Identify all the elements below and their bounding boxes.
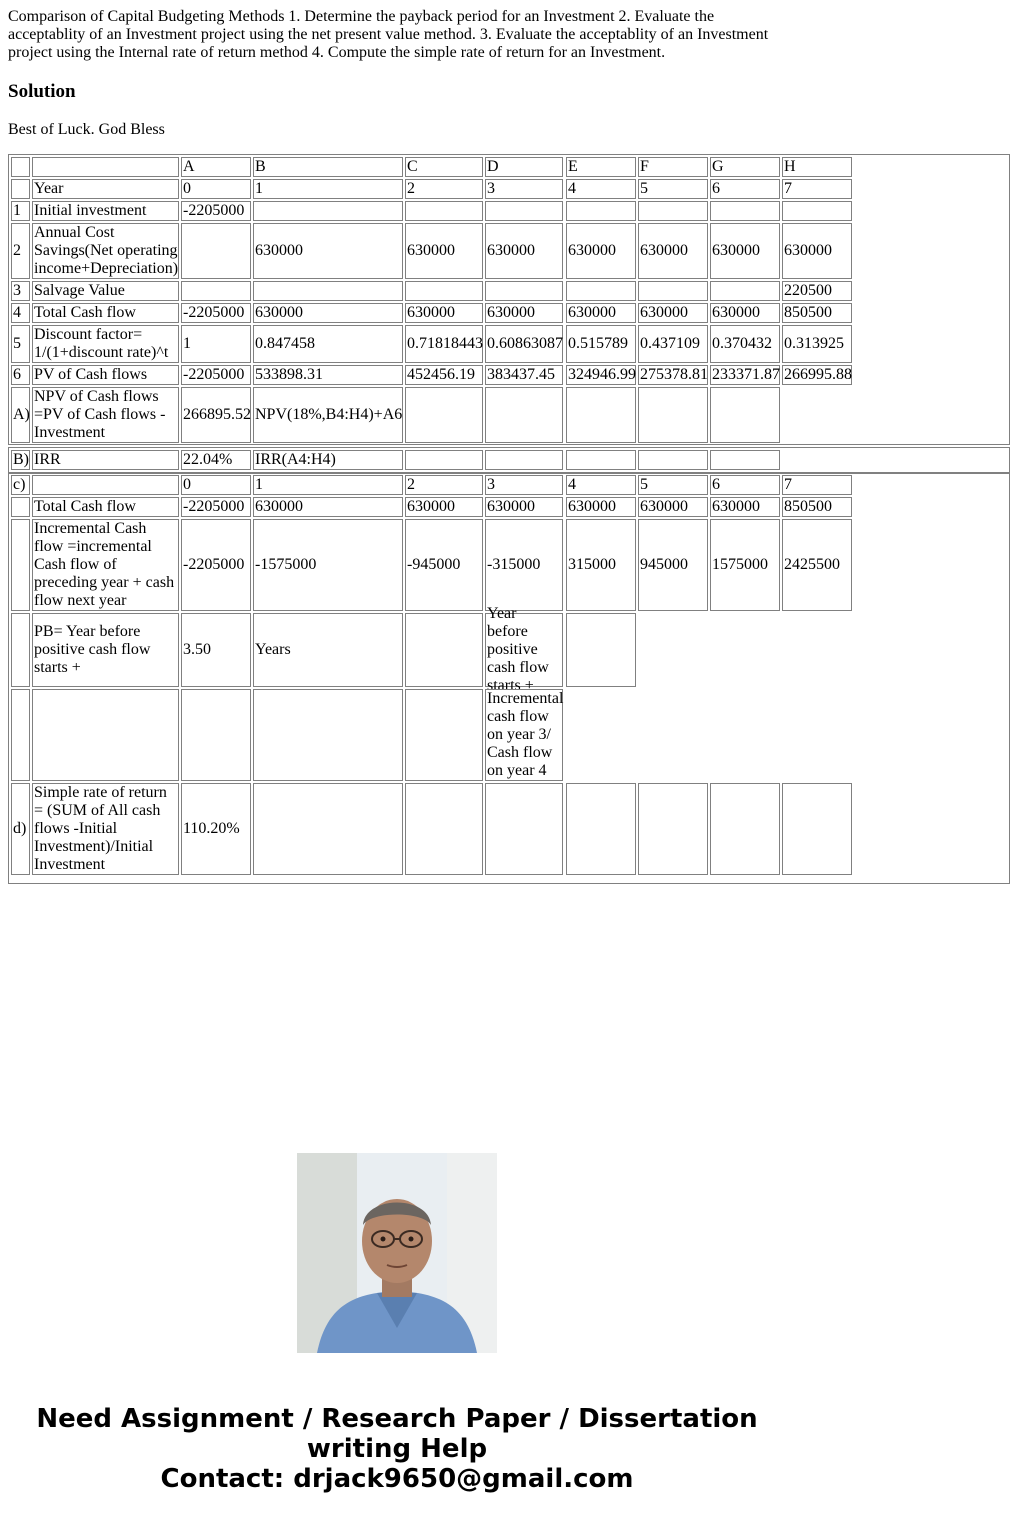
value-cell xyxy=(566,201,636,221)
value-cell xyxy=(485,387,563,443)
row-number-cell: d) xyxy=(11,783,30,875)
value-cell: 0.60863087 xyxy=(485,325,563,363)
value-cell: 266895.52 xyxy=(181,387,251,443)
row-number-cell: 4 xyxy=(11,303,30,323)
value-cell: 533898.31 xyxy=(253,365,403,385)
value-cell: 850500 xyxy=(782,303,852,323)
value-cell: 233371.87 xyxy=(712,366,780,383)
row-number-cell: B) xyxy=(13,451,29,468)
year-cell: 5 xyxy=(638,475,708,495)
value-cell: -945000 xyxy=(405,519,483,611)
value-cell xyxy=(710,783,780,875)
value-cell: 0.515789 xyxy=(566,325,636,363)
value-cell: 1575000 xyxy=(710,519,780,611)
promo-banner xyxy=(0,1404,794,1494)
value-cell xyxy=(405,613,483,687)
value-cell: Year before positive cash flow starts + xyxy=(485,613,563,687)
year-cell: 0 xyxy=(181,179,251,199)
value-cell: Years xyxy=(253,613,403,687)
spreadsheet-table-main xyxy=(8,154,1010,445)
value-cell: -2205000 xyxy=(181,365,251,385)
year-cell: 3 xyxy=(485,475,563,495)
row-number-cell xyxy=(11,179,30,199)
row-label-cell: Simple rate of return = (SUM of All cash flows -Initial Investment)/Initial Investment xyxy=(32,783,179,875)
value-cell xyxy=(405,783,483,875)
value-cell xyxy=(485,201,563,221)
year-cell: 7 xyxy=(782,475,852,495)
row-label-cell: Salvage Value xyxy=(32,281,179,301)
spreadsheet-table-irr xyxy=(8,447,1010,474)
year-cell: 5 xyxy=(638,179,708,199)
value-cell: 630000 xyxy=(405,497,483,517)
wish-text: Best of Luck. God Bless xyxy=(8,121,165,138)
year-cell: 3 xyxy=(485,179,563,199)
row-number-cell xyxy=(11,689,30,781)
value-cell xyxy=(638,281,708,301)
row-label-cell: Total Cash flow xyxy=(32,303,179,323)
value-cell: 630000 xyxy=(253,223,403,279)
year-cell: 7 xyxy=(782,179,852,199)
value-cell: 630000 xyxy=(638,303,708,323)
year-cell: 0 xyxy=(181,475,251,495)
value-cell: -2205000 xyxy=(181,497,251,517)
value-cell: 630000 xyxy=(566,303,636,323)
question-text: Comparison of Capital Budgeting Methods 1. Determine the payback period for an Investment 2. Evaluate the acceptablity of an Investment project using the net present value method. 3. Evaluate the acceptablity of an Investment project using the Internal rate of return method 4. Compute the simple rate of return for an Investment. xyxy=(8,8,769,61)
value-cell xyxy=(405,387,483,443)
corner-cell xyxy=(32,157,179,177)
row-label-year: Year xyxy=(32,179,179,199)
value-cell xyxy=(710,450,780,470)
value-cell: 1 xyxy=(181,325,251,363)
year-cell: 1 xyxy=(253,179,403,199)
corner-cell xyxy=(11,157,30,177)
column-header-c: C xyxy=(405,157,483,177)
year-cell: 6 xyxy=(710,475,780,495)
row-label-cell: IRR xyxy=(32,450,179,470)
value-cell xyxy=(253,201,403,221)
value-cell xyxy=(485,281,563,301)
value-cell xyxy=(485,450,563,470)
value-cell: 945000 xyxy=(638,519,708,611)
year-cell: 1 xyxy=(253,475,403,495)
column-header-f: F xyxy=(638,157,708,177)
value-cell: 630000 xyxy=(405,303,483,323)
value-cell xyxy=(253,689,403,781)
value-cell xyxy=(566,783,636,875)
value-cell xyxy=(32,689,179,781)
row-number-cell: c) xyxy=(11,475,30,495)
value-cell xyxy=(253,281,403,301)
author-photo xyxy=(297,1153,497,1353)
year-cell: 6 xyxy=(710,179,780,199)
value-cell: 630000 xyxy=(485,497,563,517)
value-cell xyxy=(638,387,708,443)
value-cell: IRR(A4:H4) xyxy=(253,450,403,470)
value-cell: 630000 xyxy=(638,497,708,517)
value-cell: 0.437109 xyxy=(638,325,708,363)
value-cell: Incremental cash flow on year 3/ Cash flow on year 4 xyxy=(487,690,564,779)
value-cell: 630000 xyxy=(710,497,780,517)
value-cell: 452456.19 xyxy=(405,365,483,385)
value-cell xyxy=(566,387,636,443)
value-cell xyxy=(566,281,636,301)
value-cell: -2205000 xyxy=(181,303,251,323)
row-label-cell: Total Cash flow xyxy=(32,497,179,517)
value-cell: 630000 xyxy=(405,223,483,279)
value-cell xyxy=(638,201,708,221)
value-cell: 630000 xyxy=(485,303,563,323)
row-label-cell: NPV of Cash flows =PV of Cash flows - Investment xyxy=(32,387,179,443)
row-number-cell xyxy=(11,613,30,687)
value-cell xyxy=(181,223,251,279)
value-cell: 630000 xyxy=(253,303,403,323)
value-cell xyxy=(405,689,483,781)
value-cell: 220500 xyxy=(782,281,852,301)
value-cell: -315000 xyxy=(485,519,563,611)
row-number-cell: 3 xyxy=(11,281,30,301)
solution-spreadsheet xyxy=(8,154,852,882)
value-cell: 630000 xyxy=(566,223,636,279)
value-cell xyxy=(638,783,708,875)
row-label-cell xyxy=(32,475,179,495)
value-cell xyxy=(181,281,251,301)
year-cell: 2 xyxy=(405,475,483,495)
promo-line-1: Need Assignment / Research Paper / Dissertation xyxy=(36,1404,758,1434)
value-cell: 630000 xyxy=(253,497,403,517)
value-cell: 0.313925 xyxy=(782,325,852,363)
value-cell xyxy=(710,201,780,221)
value-cell: -2205000 xyxy=(181,519,251,611)
value-cell: 315000 xyxy=(566,519,636,611)
value-cell xyxy=(638,450,708,470)
value-cell: 630000 xyxy=(710,303,780,323)
year-cell: 2 xyxy=(405,179,483,199)
column-header-g: G xyxy=(710,157,780,177)
row-label-cell: Discount factor= 1/(1+discount rate)^t xyxy=(32,325,179,363)
value-cell: NPV(18%,B4:H4)+A6 xyxy=(253,387,403,443)
solution-heading: Solution xyxy=(8,81,76,102)
row-number-cell: 1 xyxy=(11,201,30,221)
row-number-cell: 6 xyxy=(11,365,30,385)
value-cell: 110.20% xyxy=(181,783,251,875)
promo-line-3: Contact: drjack9650@gmail.com xyxy=(160,1464,634,1494)
value-cell: 0.370432 xyxy=(710,325,780,363)
value-cell: 3.50 xyxy=(181,613,251,687)
value-cell: 275378.81 xyxy=(640,366,708,383)
portrait-image xyxy=(297,1153,497,1353)
row-label-cell: PV of Cash flows xyxy=(32,365,179,385)
value-cell: -1575000 xyxy=(253,519,403,611)
value-cell: 630000 xyxy=(710,223,780,279)
value-cell xyxy=(253,783,403,875)
value-cell: 2425500 xyxy=(782,519,852,611)
value-cell xyxy=(782,201,852,221)
value-cell xyxy=(566,450,636,470)
row-label-cell: Annual Cost Savings(Net operating income+Depreciation) xyxy=(34,224,179,277)
row-number-cell: A) xyxy=(11,387,30,443)
column-header-a: A xyxy=(181,157,251,177)
column-header-e: E xyxy=(566,157,636,177)
value-cell: 630000 xyxy=(638,223,708,279)
promo-line-2: writing Help xyxy=(306,1434,488,1464)
column-header-d: D xyxy=(485,157,563,177)
value-cell: 850500 xyxy=(782,497,852,517)
value-cell xyxy=(405,201,483,221)
row-label-cell: Incremental Cash flow =incremental Cash flow of preceding year + cash flow next year xyxy=(32,519,179,611)
value-cell: 0.847458 xyxy=(253,325,403,363)
value-cell xyxy=(485,783,563,875)
value-cell xyxy=(782,783,852,875)
value-cell: 22.04% xyxy=(181,450,251,470)
value-cell: 630000 xyxy=(566,497,636,517)
value-cell: -2205000 xyxy=(181,201,251,221)
value-cell: 0.71818443 xyxy=(405,325,483,363)
value-cell: 266995.88 xyxy=(784,366,852,383)
year-cell: 4 xyxy=(566,475,636,495)
value-cell: 630000 xyxy=(485,223,563,279)
value-cell xyxy=(405,281,483,301)
value-cell xyxy=(181,689,251,781)
row-number-cell xyxy=(11,519,30,611)
value-cell: 324946.99 xyxy=(568,366,636,383)
value-cell xyxy=(710,387,780,443)
row-label-cell: Initial investment xyxy=(32,201,179,221)
spreadsheet-table-payback xyxy=(8,472,1010,884)
value-cell: 383437.45 xyxy=(485,365,563,385)
row-number-cell: 5 xyxy=(11,325,30,363)
row-number-cell xyxy=(11,497,30,517)
value-cell: 630000 xyxy=(782,223,852,279)
year-cell: 4 xyxy=(566,179,636,199)
value-cell xyxy=(405,450,483,470)
value-cell xyxy=(566,613,636,687)
row-label-cell: PB= Year before positive cash flow starts + xyxy=(32,613,179,687)
row-number-cell: 2 xyxy=(11,223,30,279)
value-cell xyxy=(710,281,780,301)
column-header-h: H xyxy=(782,157,852,177)
column-header-b: B xyxy=(253,157,403,177)
